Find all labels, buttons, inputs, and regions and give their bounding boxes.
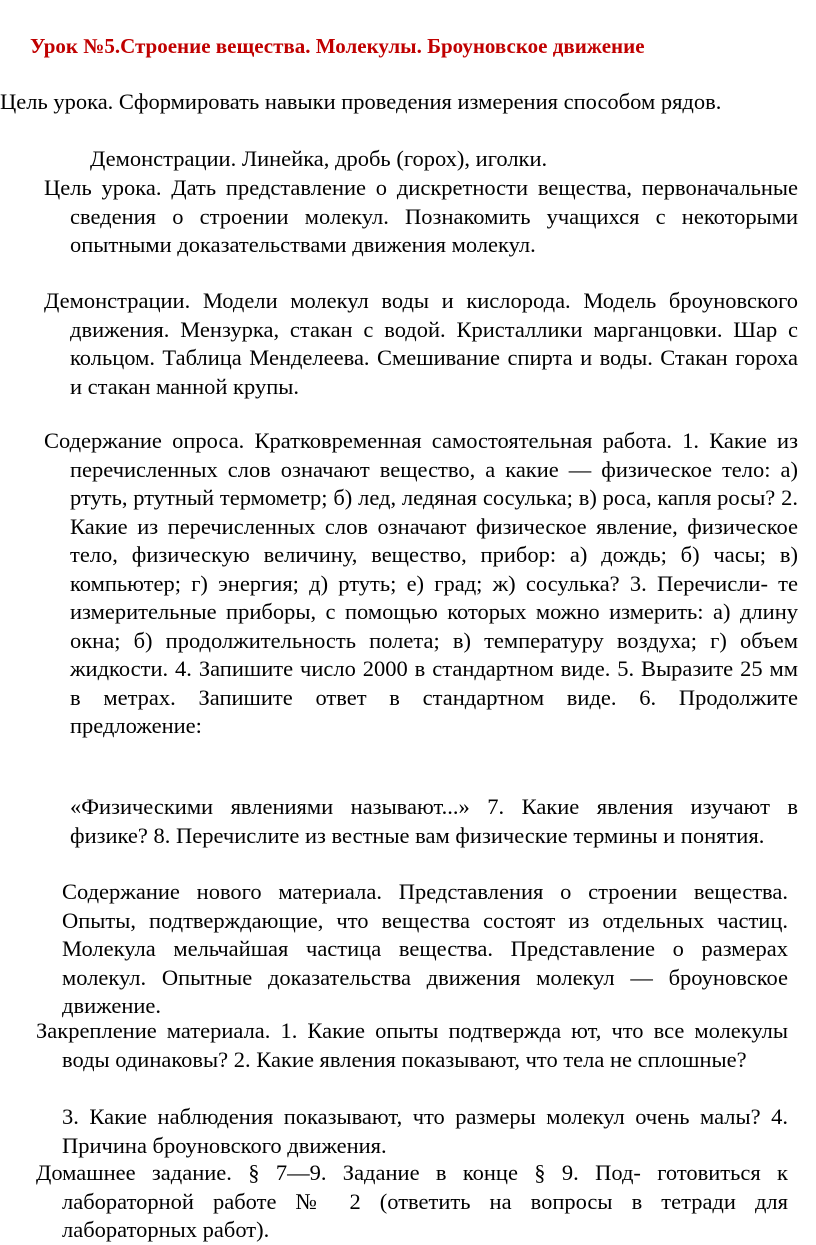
new-material: Содержание нового материала. Представления о строении вещества. Опыты, подтверждающие, что вещества состоят из отдельных частиц. Молекула мельчайшая частица вещества. Представление о размерах молекул. Опытные доказательства движения молекул — броуновское движение. xyxy=(62,879,788,1018)
demonstrations-1: Демонстрации. Линейка, дробь (горох), иголки. xyxy=(90,146,548,171)
lesson-title: Урок №5.Строение вещества. Молекулы. Броуновское движение xyxy=(30,34,645,58)
lesson-goal-1: Цель урока. Сформировать навыки проведения измерения способом рядов. xyxy=(0,89,722,114)
homework: Домашнее задание. § 7—9. Задание в конце § 9. Под- готовиться к лабораторной работе № 2 (ответить на вопросы в тетради для лабораторных работ). xyxy=(36,1160,788,1242)
demonstrations-2: Демонстрации. Модели молекул воды и кислорода. Модель броуновского движения. Мензурка, стакан с водой. Кристаллики марганцовки. Шар с кольцом. Таблица Менделеева. Смешивание спирта и воды. Стакан гороха и стакан манной крупы. xyxy=(44,288,798,399)
consolidation-continuation: 3. Какие наблюдения показывают, что размеры молекул очень малы? 4. Причина броуновского движения. xyxy=(62,1104,788,1158)
survey-continuation: «Физическими явлениями называют...» 7. Какие явления изучают в физике? 8. Перечислите из вестные вам физические термины и понятия. xyxy=(70,794,798,848)
lesson-goal-2: Цель урока. Дать представление о дискретности вещества, первоначальные сведения о строении молекул. Познакомить учащихся с некоторыми опытными доказательствами движения молекул. xyxy=(44,175,798,257)
survey-content: Содержание опроса. Кратковременная самостоятельная работа. 1. Какие из перечисленных слов означают вещество, а какие — физическое тело: а) ртуть, ртутный термометр; б) лед, ледяная сосулька; в) роса, капля росы? 2. Какие из перечисленных слов означают физическое явление, физическое тело, физическую величину, вещество, прибор: а) дождь; б) часы; в) компьютер; г) энергия; д) ртуть; е) град; ж) сосулька? 3. Перечисли- те измерительные приборы, с помощью которых можно измерить: а) длину окна; б) продолжительность полета; в) температуру воздуха; г) объем жидкости. 4. Запишите число 2000 в стандартном виде. 5. Выразите 25 мм в метрах. Запишите ответ в стандартном виде. 6. Продолжите предложение: xyxy=(44,428,798,738)
consolidation: Закрепление материала. 1. Какие опыты подтвержда ют, что все молекулы воды одинаковы? 2. Какие явления показывают, что тела не сплошные? xyxy=(36,1018,788,1072)
